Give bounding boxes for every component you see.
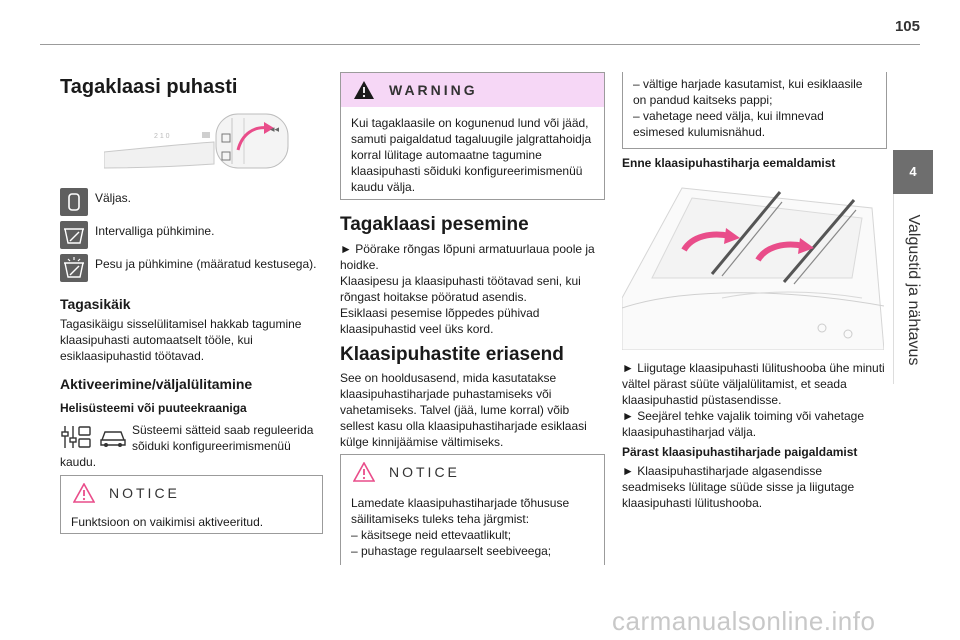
settings-menu-icon [60,424,92,450]
rear-wash-step-3: Esiklaasi pesemise lõppedes pühivad klaasipuhastid veel üks kord. [340,306,540,336]
notice-box-1 [60,475,323,534]
page-number: 105 [894,18,920,35]
warning-box [340,72,605,200]
notice-box-2 [340,454,605,565]
rear-wash-title: Tagaklaasi pesemine [340,214,529,235]
after-install-title: Pärast klaasipuhastiharjade paigaldamist [622,445,858,459]
warning-triangle-icon [353,462,375,482]
rear-wiper-title: Tagaklaasi puhasti [60,76,238,98]
settings-text: Süsteemi sätteid saab reguleerida sõiduki konfigureerimismenüü [132,423,314,453]
notice-title: NOTICE [389,464,460,480]
notice-item: – puhastage regulaarselt seebiveega; [351,544,552,558]
rear-wiper-off-icon [60,188,88,216]
notice-title: NOTICE [109,485,180,501]
notice-box-2-continued [622,72,887,149]
mode-off-text: Väljas. [95,191,132,205]
vehicle-icon [99,426,127,448]
rear-wash-wipe-icon [60,254,88,282]
notice-body [341,489,604,567]
warning-header [341,73,604,107]
special-position-text: See on hooldusasend, mida kasutatakse klaasipuhastiharjade puhastamiseks või vahetamiseks. Talvel (jää, lume korral) võib sellest kasu olla klaasipuhastiharjade esiklaasi külge kinnijäämise vältimiseks. [340,371,587,449]
notice-continued-body [623,72,886,148]
special-position-title: Klaasipuhastite eriasend [340,344,564,365]
chapter-title-vertical [899,200,927,380]
rear-wash-step-1: ► Pöörake rõngas lõpuni armatuurlaua poole ja hoidke. [340,242,595,272]
after-install-text: ► Klaasipuhastiharjade algasendisse seadmiseks lülitage süüde sisse ja liigutage klaasipuhasti lülitushooba. [622,464,855,510]
audio-touchscreen-subtitle: Helisüsteemi või puuteekraaniga [60,401,247,415]
activation-title: Aktiveerimine/väljalülitamine [60,376,253,392]
header-divider [40,44,920,45]
warning-title: WARNING [389,82,478,98]
notice-header [61,476,322,510]
watermark: carmanualsonline.info [612,606,876,636]
notice-intro: Lamedate klaasipuhastiharjade tõhususe säilitamiseks tuleks teha järgmist: [351,496,570,526]
windshield-wipers-illustration [622,178,884,350]
chapter-tab[interactable]: 4 [893,150,933,194]
notice-item: – käsitsege neid ettevaatlikult; [351,528,512,542]
warning-triangle-icon [73,483,95,503]
mode-wash-text: Pesu ja pühkimine (määratud kestusega). [95,257,317,271]
warning-text: Kui tagaklaasile on kogunenud lund või jääd, samuti paigaldatud tagaluugile jalgrattahoidja korral lülitage automaatne tagumine klaasipuhasti sõiduki konfigureerimismenüü kaudu välja. [351,116,592,194]
wiper-stalk-illustration [104,108,296,174]
removal-step-2: ► Seejärel tehke vajalik toiming või vahetage klaasipuhastiharjad välja. [622,409,865,439]
svg-text:◂◂: ◂◂ [270,124,280,134]
warning-triangle-icon [353,80,375,100]
tagasikaik-text: Tagasikäigu sisselülitamisel hakkab tagumine klaasipuhasti automaatselt tööle, kui esiklaasipuhastid töötavad. [60,317,302,363]
mode-intermittent-text: Intervalliga pühkimine. [95,224,215,238]
rear-wash-step-2: Klaasipesu ja klaasipuhasti töötavad seni, kui rõngast hoitakse pööratud asendis. [340,274,581,304]
chapter-title-text: Valgustid ja nähtavus [905,214,922,366]
notice-item: – vahetage need välja, kui ilmnevad esimesed kulumisnähud. [633,109,824,139]
notice-text: Funktsioon on vaikimisi aktiveeritud. [71,515,264,529]
removal-step-1: ► Liigutage klaasipuhasti lülitushooba ühe minuti vältel pärast süüte väljalülitamist, et seada klaasipuhastid püstasendisse. [622,361,885,407]
rear-wiper-intermittent-icon [60,221,88,249]
svg-text:2 1 0: 2 1 0 [154,133,170,140]
settings-text-end: kaudu. [60,455,97,469]
notice-item: – vältige harjade kasutamist, kui esiklaasile on pandud kaitseks pappi; [633,77,863,107]
notice-header [341,455,604,489]
tagasikaik-title: Tagasikäik [60,296,131,312]
before-removal-title: Enne klaasipuhastiharja eemaldamist [622,156,836,170]
